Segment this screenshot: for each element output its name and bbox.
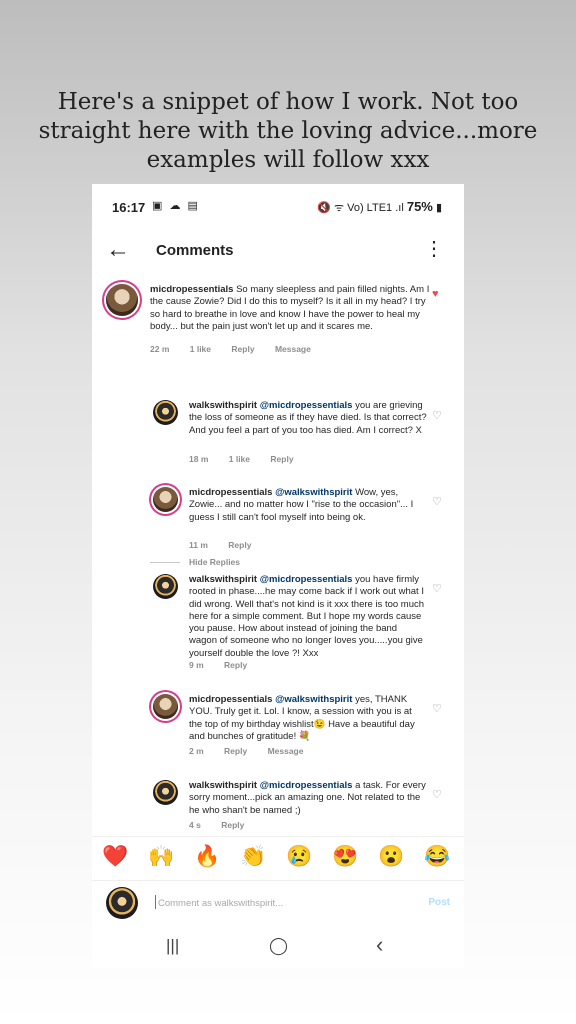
like-heart-icon[interactable]: ♥ — [432, 288, 439, 300]
comment-username[interactable]: walkswithspirit — [189, 574, 258, 585]
comment-meta — [189, 540, 269, 550]
comment-meta — [189, 454, 312, 464]
likes-count[interactable]: 1 like — [228, 454, 251, 464]
message-button[interactable]: Message — [274, 344, 311, 354]
comment-text — [150, 284, 432, 333]
comment-mention[interactable]: @micdropessentials — [259, 780, 353, 791]
comment-text — [189, 400, 427, 437]
comment-message: So many sleepless and pain filled nights. Am I the cause Zowie? Did I do this to myself? Is it all in my head? I try so hard to breathe in love and know I have the power to heal my body... but the pain just won't let up and it scares me. — [150, 284, 430, 332]
hide-replies-button[interactable]: Hide Replies — [189, 557, 241, 567]
comment-username[interactable]: walkswithspirit — [189, 400, 258, 411]
android-nav-bar — [92, 926, 464, 968]
reply-button[interactable]: Reply — [270, 454, 294, 464]
likes-count[interactable]: 1 like — [189, 344, 212, 354]
laughing-emoji-icon[interactable]: 😂 — [424, 845, 451, 868]
comment-meta — [189, 660, 265, 670]
comment-input[interactable] — [156, 893, 400, 913]
comment-username[interactable]: micdropessentials — [189, 487, 273, 498]
avatar[interactable] — [153, 574, 178, 599]
comment-mention[interactable]: @micdropessentials — [259, 400, 353, 411]
status-time: 16:17 — [112, 200, 146, 215]
caption-line-2: straight here with the loving advice...more — [38, 118, 538, 144]
caption-line-3: examples will follow xxx — [146, 147, 430, 173]
comment-time: 9 m — [189, 660, 204, 670]
comment-username[interactable]: micdropessentials — [189, 694, 273, 705]
comment-username[interactable]: walkswithspirit — [189, 780, 258, 791]
reply-button[interactable]: Reply — [221, 820, 245, 830]
comment-message: yes, THANK YOU. Truly get it. Lol. I know, a session with you is at the top of my birthday wishlist😉 Have a beautiful day and bunches of gratitude! 💐 — [189, 694, 415, 742]
fire-emoji-icon[interactable]: 🔥 — [194, 845, 221, 868]
signal-icons: 🔇 ᯤ Vo) LTE1 .ıl — [317, 202, 404, 214]
reply-button[interactable]: Reply — [224, 746, 248, 756]
notification-icons: ▣ ☁ ▤ — [152, 200, 200, 212]
comment-message: you are grieving the loss of someone as if they have died. Is that correct? And you feel a part of you too has died. Am I correct? X — [189, 400, 427, 436]
like-heart-icon[interactable]: ♡ — [432, 703, 442, 715]
reply-button[interactable]: Reply — [224, 660, 248, 670]
comments-list[interactable] — [92, 280, 464, 836]
comment-text — [189, 694, 427, 743]
battery-percent: 75% — [406, 199, 433, 214]
comment-text — [189, 574, 427, 660]
divider — [150, 562, 180, 563]
phone-screenshot — [92, 184, 464, 968]
comment-time: 2 m — [189, 746, 204, 756]
clapping-emoji-icon[interactable]: 👏 — [240, 845, 267, 868]
emoji-quick-bar — [92, 836, 464, 881]
reply-button[interactable]: Reply — [231, 344, 255, 354]
like-heart-icon[interactable]: ♡ — [432, 789, 442, 801]
like-heart-icon[interactable]: ♡ — [432, 583, 442, 595]
avatar[interactable] — [153, 487, 178, 512]
battery-icon: ▮ — [435, 202, 442, 214]
page-title: Comments — [156, 242, 234, 259]
heart-eyes-emoji-icon[interactable]: 😍 — [332, 845, 359, 868]
status-bar — [92, 184, 464, 230]
avatar[interactable] — [153, 400, 178, 425]
comment-meta — [189, 746, 321, 756]
system-icons — [317, 199, 442, 215]
comment-message: a task. For every sorry moment...pick an amazing one. Not related to the he who shan't be named ;) — [189, 780, 426, 816]
comment-message: Wow, yes, Zowie... and no matter how I "rise to the occasion"... I guess I still can't fool myself into being ok. — [189, 487, 414, 523]
user-avatar — [106, 887, 138, 919]
crying-emoji-icon[interactable]: 😢 — [286, 845, 313, 868]
home-icon[interactable]: ◯ — [269, 936, 289, 955]
raised-hands-emoji-icon[interactable]: 🙌 — [148, 845, 175, 868]
more-options-icon[interactable]: ⋮ — [424, 238, 444, 260]
back-icon[interactable]: ‹ — [376, 932, 384, 957]
story-caption — [20, 88, 556, 175]
comment-mention[interactable]: @walkswithspirit — [275, 694, 353, 705]
avatar[interactable] — [106, 284, 138, 316]
comment-time: 18 m — [189, 454, 209, 464]
avatar[interactable] — [153, 780, 178, 805]
avatar[interactable] — [153, 694, 178, 719]
comment-text — [189, 780, 427, 817]
surprised-emoji-icon[interactable]: 😮 — [378, 845, 405, 868]
comment-time: 4 s — [189, 820, 201, 830]
comment-mention[interactable]: @micdropessentials — [259, 574, 353, 585]
reply-button[interactable]: Reply — [228, 540, 252, 550]
comment-time: 22 m — [150, 344, 170, 354]
comment-message: you have firmly rooted in phase....he may come back if I work out what I did wrong. Well that's not kind is it xxx there is too much here for a simple comment. But I hope my words cause you pause. How about instead of joining the band wagon of someone who no longer loves you.....you give yourself double the love ?! Xxx — [189, 574, 425, 659]
comment-mention[interactable]: @walkswithspirit — [275, 487, 353, 498]
comment-text — [189, 487, 427, 524]
like-heart-icon[interactable]: ♡ — [432, 410, 442, 422]
comment-meta — [189, 820, 262, 830]
comment-username[interactable]: micdropessentials — [150, 284, 234, 295]
caption-line-1: Here's a snippet of how I work. Not too — [57, 89, 519, 115]
comment-meta — [150, 344, 329, 354]
message-button[interactable]: Message — [267, 746, 304, 756]
like-heart-icon[interactable]: ♡ — [432, 496, 442, 508]
recents-icon[interactable]: ||| — [166, 936, 180, 955]
post-button[interactable]: Post — [428, 897, 450, 908]
comments-header — [92, 230, 464, 280]
comment-composer — [92, 880, 464, 927]
back-arrow-icon[interactable]: ← — [106, 236, 130, 263]
comment-time: 11 m — [189, 540, 208, 550]
heart-emoji-icon[interactable]: ❤️ — [102, 845, 129, 868]
